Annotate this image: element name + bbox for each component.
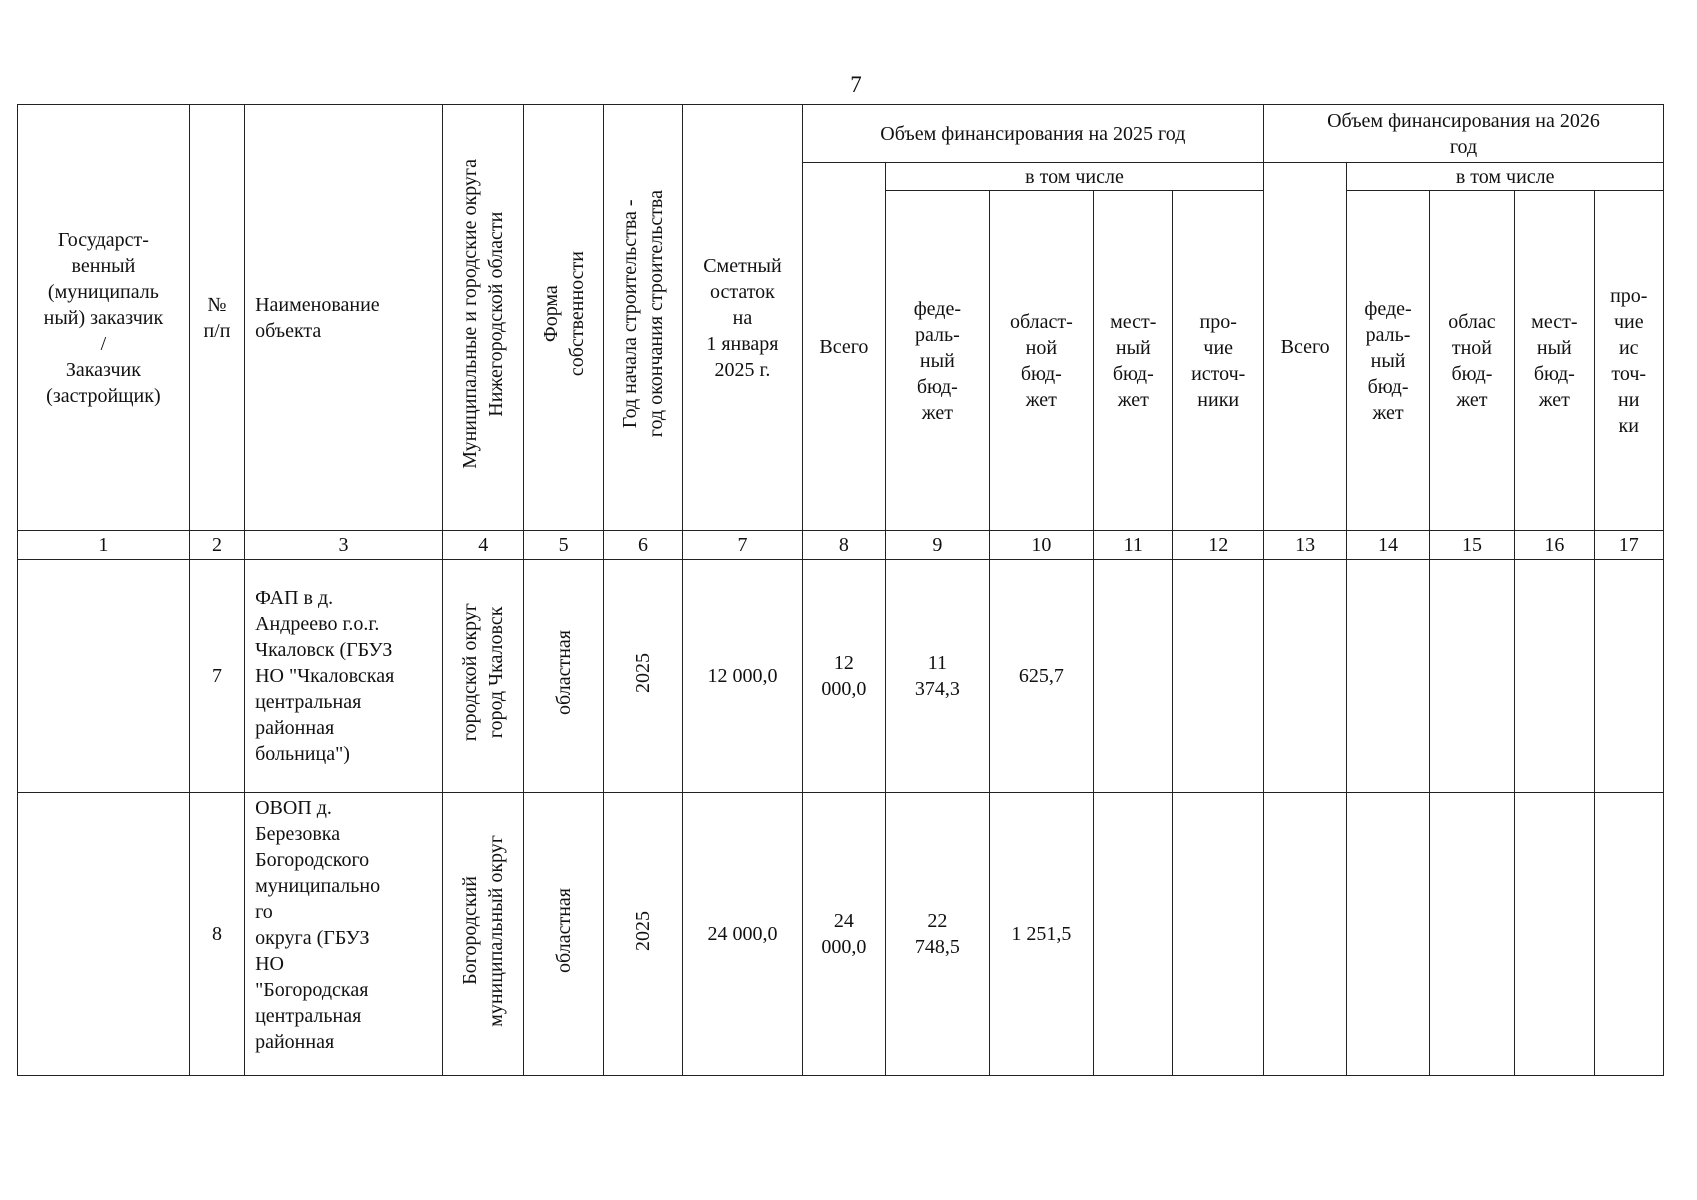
cell-federal-2026 [1347,793,1429,1076]
header-regional-2025: област- ной бюд- жет [989,191,1094,531]
table-row [18,793,1664,1076]
col-num: 13 [1263,531,1346,560]
col-num: 2 [189,531,244,560]
cell-regional-2025: 625,7 [989,560,1094,793]
header-total-2026: Всего [1263,163,1346,531]
cell-estimate: 24 000,0 [683,793,803,1076]
cell-years [603,793,682,1076]
cell-object-name: ФАП в д. Андреево г.о.г. Чкаловск (ГБУЗ НО "Чкаловская центральная районная больница") [245,560,443,793]
table-row [18,560,1664,793]
cell-other-2025 [1173,793,1263,1076]
col-num: 6 [603,531,682,560]
col-num: 5 [524,531,603,560]
cell-total-2026 [1263,560,1346,793]
header-municipality: Муниципальные и городские округа Нижегородской области [459,159,508,469]
col-num: 15 [1429,531,1514,560]
years-text: 2025 [631,910,654,951]
header-customer: Государст- венный (муниципаль ный) заказчик / Заказчик (застройщик) [18,105,190,531]
col-num: 8 [802,531,885,560]
page-number: 7 [850,72,862,97]
header-including-2025: в том числе [886,163,1264,191]
municipality-text: Богородский муниципальный округ [459,834,508,1027]
header-fin2025: Объем финансирования на 2025 год [802,105,1263,163]
financing-table [17,104,1664,1076]
cell-total-2025: 24 000,0 [802,793,885,1076]
col-num: 7 [683,531,803,560]
cell-estimate: 12 000,0 [683,560,803,793]
col-num: 9 [886,531,989,560]
column-number-row [18,531,1664,560]
cell-num: 8 [189,793,244,1076]
municipality-text: городской округ город Чкаловск [459,603,508,742]
header-other-2025: про- чие источ- ники [1173,191,1263,531]
col-num: 12 [1173,531,1263,560]
cell-municipality [443,560,524,793]
cell-object-name: ОВОП д. Березовка Богородского муниципально го округа (ГБУЗ НО "Богородская центральная районная [245,793,443,1076]
col-num: 4 [443,531,524,560]
cell-regional-2026 [1429,560,1514,793]
cell-local-2025 [1094,560,1173,793]
col-num: 1 [18,531,190,560]
ownership-text: областная [552,888,575,973]
cell-ownership [524,793,603,1076]
cell-other-2025 [1173,560,1263,793]
header-federal-2026: феде- раль- ный бюд- жет [1347,191,1429,531]
header-fin2026: Объем финансирования на 2026 год [1263,105,1663,163]
cell-federal-2026 [1347,560,1429,793]
header-years: Год начала строительства - год окончания строительства [618,190,667,438]
header-total-2025: Всего [802,163,885,531]
header-ownership: Форма собственности [539,251,588,377]
col-num: 16 [1515,531,1594,560]
header-ownership-cell [524,105,603,531]
cell-federal-2025: 22 748,5 [886,793,989,1076]
header-local-2025: мест- ный бюд- жет [1094,191,1173,531]
col-num: 3 [245,531,443,560]
cell-other-2026 [1594,560,1663,793]
header-row-1 [18,105,1664,163]
header-num: № п/п [189,105,244,531]
cell-years [603,560,682,793]
cell-customer [18,560,190,793]
cell-local-2025 [1094,793,1173,1076]
cell-other-2026 [1594,793,1663,1076]
cell-local-2026 [1515,560,1594,793]
header-object-name: Наименование объекта [245,105,443,531]
cell-federal-2025: 11 374,3 [886,560,989,793]
header-municipality-cell [443,105,524,531]
col-num: 11 [1094,531,1173,560]
cell-customer [18,793,190,1076]
col-num: 10 [989,531,1094,560]
cell-municipality [443,793,524,1076]
header-including-2026: в том числе [1347,163,1664,191]
header-years-cell [603,105,682,531]
header-federal-2025: феде- раль- ный бюд- жет [886,191,989,531]
cell-total-2026 [1263,793,1346,1076]
header-other-2026: про- чие ис точ- ни ки [1594,191,1663,531]
cell-num: 7 [189,560,244,793]
cell-regional-2025: 1 251,5 [989,793,1094,1076]
col-num: 14 [1347,531,1429,560]
header-regional-2026: облас тной бюд- жет [1429,191,1514,531]
header-local-2026: мест- ный бюд- жет [1515,191,1594,531]
years-text: 2025 [631,652,654,693]
cell-regional-2026 [1429,793,1514,1076]
cell-total-2025: 12 000,0 [802,560,885,793]
cell-ownership [524,560,603,793]
ownership-text: областная [552,630,575,715]
col-num: 17 [1594,531,1663,560]
cell-local-2026 [1515,793,1594,1076]
header-estimate: Сметный остаток на 1 января 2025 г. [683,105,803,531]
